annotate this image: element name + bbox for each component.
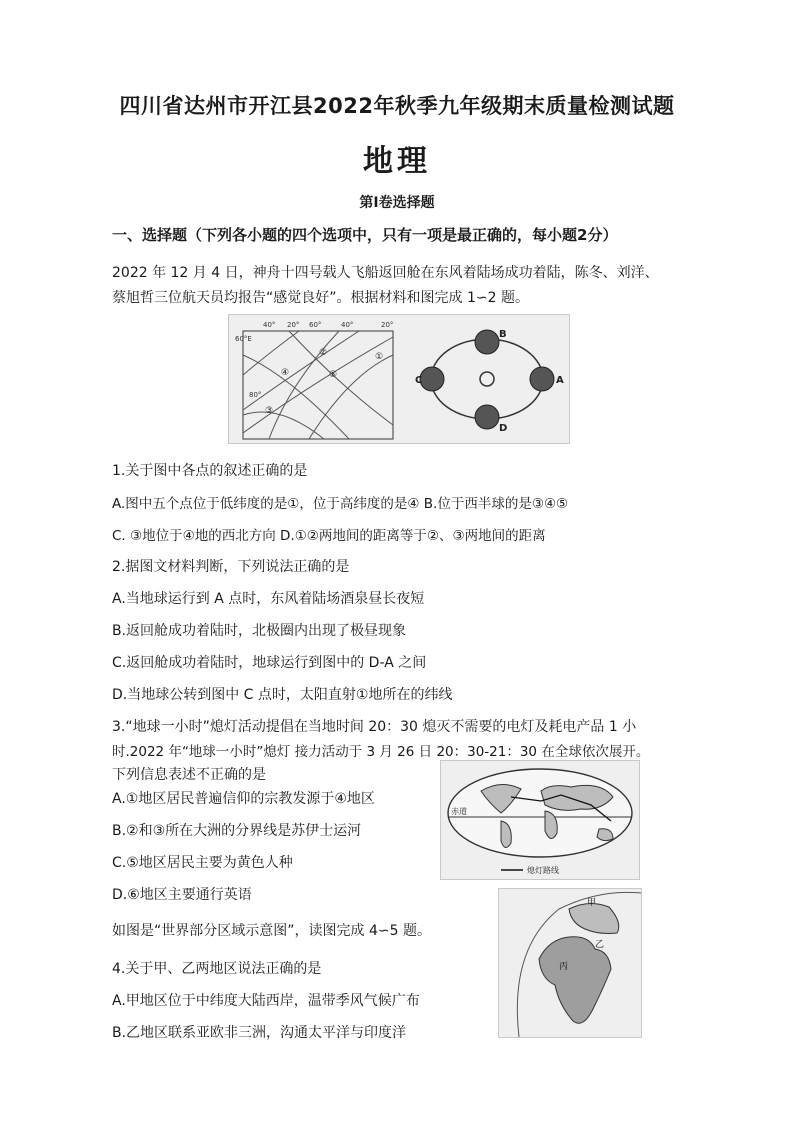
q3-option-a: A.①地区居民普遍信仰的宗教发源于④地区 (112, 791, 375, 807)
region-label: 甲 (587, 898, 597, 908)
grid-label: 60°E (235, 335, 252, 343)
orbit-label: B (499, 329, 507, 340)
q3-stem-line-1: 3.“地球一小时”熄灯活动提倡在当地时间 20：30 熄灭不需要的电灯及耗电产品 1 小 (112, 719, 637, 735)
grid-label: 60° (309, 321, 322, 329)
sun-icon (480, 372, 494, 386)
point-label: ⑤ (329, 370, 338, 380)
point-label: ④ (281, 368, 290, 378)
q2-stem: 2.据图文材料判断，下列说法正确的是 (112, 559, 350, 575)
q1-options-ab: A.图中五个点位于低纬度的是①，位于高纬度的是④ B.位于西半球的是③④⑤ (112, 496, 569, 512)
q3-stem-line-2: 时.2022 年“地球一小时”熄灯 接力活动于 3 月 26 日 20：30-21：30 在全球依次展开。 (112, 744, 650, 760)
point-label: ② (319, 348, 328, 358)
q4-stem: 4.关于甲、乙两地区说法正确的是 (112, 961, 322, 977)
q3-option-d: D.⑥地区主要通行英语 (112, 887, 252, 903)
grid-label: 20° (287, 321, 300, 329)
orbit-label: C (415, 375, 423, 386)
q3-stem-line-3: 下列信息表述不正确的是 (112, 767, 266, 783)
q3-option-c: C.⑤地区居民主要为黄色人种 (112, 855, 293, 871)
earth-b-icon (475, 330, 499, 354)
q1-stem: 1.关于图中各点的叙述正确的是 (112, 463, 308, 479)
grid-label: 20° (381, 321, 394, 329)
point-label: ③ (265, 406, 274, 416)
volume-title: 第Ⅰ卷选择题 (359, 195, 435, 211)
region-label: 丙 (559, 962, 569, 972)
figure-graticule-orbit (228, 314, 570, 444)
q2-option-a: A.当地球运行到 A 点时，东风着陆场酒泉昼长夜短 (112, 591, 425, 607)
region-label: 乙 (595, 940, 605, 950)
q2-option-b: B.返回舱成功着陆时，北极圈内出现了极昼现象 (112, 623, 407, 639)
figure-3-svg (499, 889, 641, 1037)
q4-option-b: B.乙地区联系亚欧非三洲，沟通太平洋与印度洋 (112, 1025, 407, 1041)
earth-d-icon (475, 405, 499, 429)
intro-line-1: 2022 年 12 月 4 日，神舟十四号载人飞船返回舱在东风着陆场成功着陆，陈冬、刘洋、 (112, 265, 659, 281)
legend-label: 熄灯路线 (527, 866, 559, 875)
q4-option-a: A.甲地区位于中纬度大陆西岸，温带季风气候广布 (112, 993, 420, 1009)
grid-label: 80° (249, 391, 262, 399)
q2-option-d: D.当地球公转到图中 C 点时，太阳直射①地所在的纬线 (112, 687, 453, 703)
figure-2-svg (441, 761, 639, 879)
figure-1-svg (229, 315, 569, 443)
equator-label: 赤道 (451, 807, 467, 816)
exam-title: 四川省达州市开江县2022年秋季九年级期末质量检测试题 (119, 94, 675, 118)
grid-label: 40° (341, 321, 354, 329)
grid-label: 40° (263, 321, 276, 329)
q3-option-b: B.②和③所在大洲的分界线是苏伊士运河 (112, 823, 362, 839)
intro2-text: 如图是“世界部分区域示意图”，读图完成 4∽5 题。 (112, 923, 431, 939)
earth-c-icon (420, 367, 444, 391)
q2-option-c: C.返回舱成功着陆时，地球运行到图中的 D-A 之间 (112, 655, 427, 671)
section-heading: 一、选择题（下列各小题的四个选项中，只有一项是最正确的，每小题2分） (112, 226, 618, 244)
q1-options-cd: C. ③地位于④地的西北方向 D.①②两地间的距离等于②、③两地间的距离 (112, 528, 546, 544)
figure-world-map (440, 760, 640, 880)
orbit-label: D (499, 423, 508, 434)
figure-regional-map (498, 888, 642, 1038)
intro-line-2: 蔡旭哲三位航天员均报告“感觉良好”。根据材料和图完成 1∽2 题。 (112, 290, 529, 306)
orbit-label: A (556, 375, 564, 386)
subject-title: 地理 (363, 144, 431, 179)
point-label: ① (375, 352, 384, 362)
earth-a-icon (530, 367, 554, 391)
